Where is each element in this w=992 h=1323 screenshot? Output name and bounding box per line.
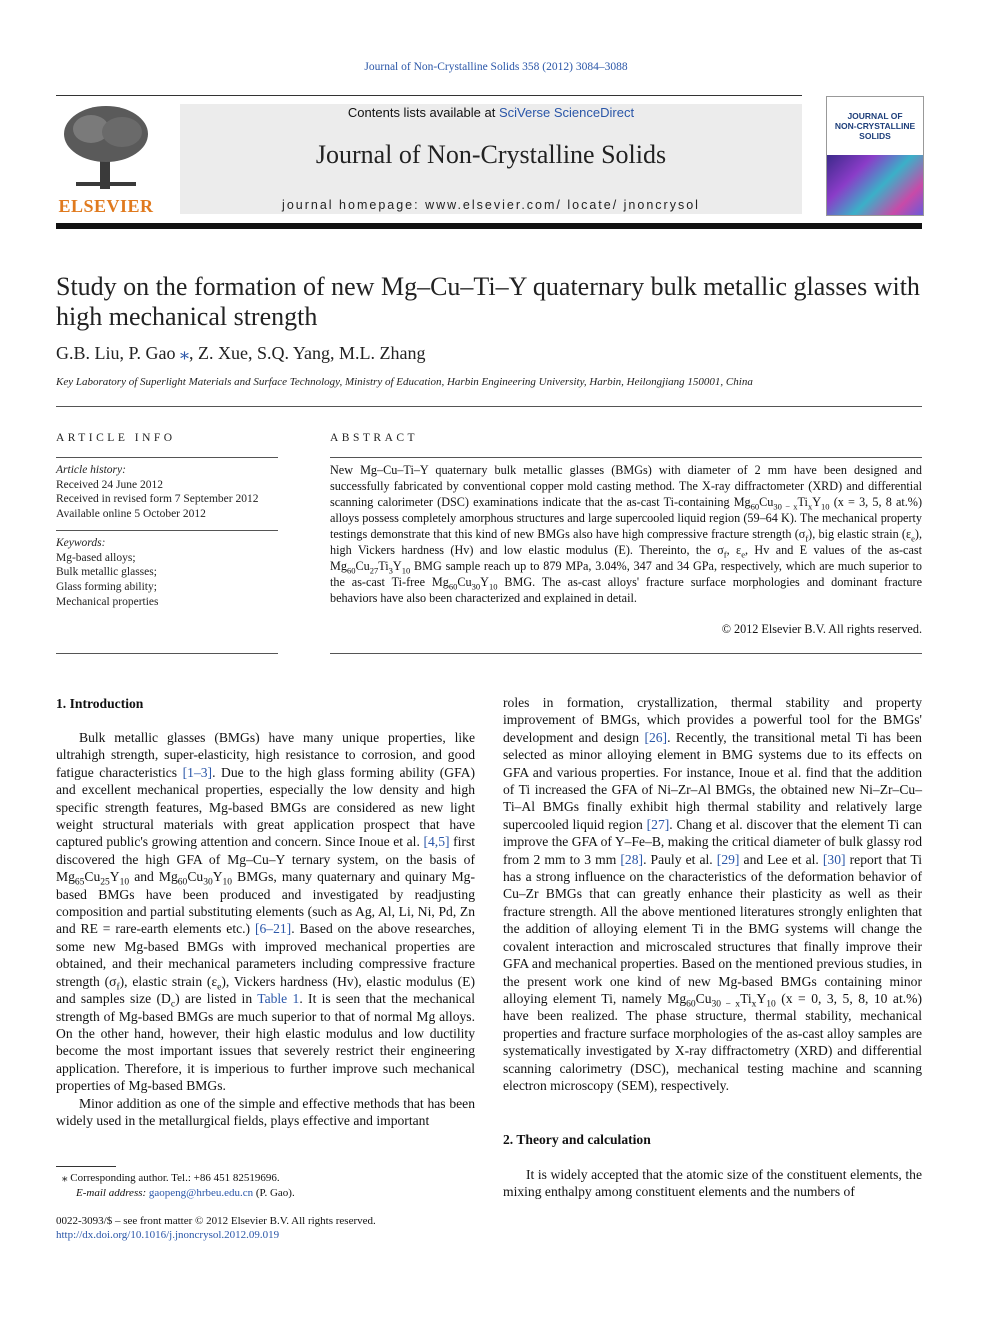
cover-art [827,155,923,215]
cover-title-line2: NON-CRYSTALLINE SOLIDS [834,121,916,141]
issn-line: 0022-3093/$ – see front matter © 2012 Elsevier B.V. All rights reserved. [56,1215,376,1227]
section-heading-theory: 2. Theory and calculation [503,1132,651,1147]
copyright: © 2012 Elsevier B.V. All rights reserved. [721,622,922,636]
theory-body [503,1166,922,1201]
contents-line [180,105,802,120]
ref-link[interactable]: [4,5] [423,834,450,850]
keywords [56,536,278,610]
ref-link[interactable]: [30] [822,851,846,867]
keyword: Mg-based alloys; [56,551,136,564]
ref-link[interactable]: [1–3] [182,764,213,780]
keyword: Bulk metallic glasses; [56,566,157,579]
introduction-body [56,729,475,1129]
ref-link[interactable]: [26] [644,729,668,745]
ref-link[interactable]: [6–21] [254,921,292,937]
header-rule [56,95,802,96]
intro-paragraph-2: Minor addition as one of the simple and effective methods that has been widely used in the metallurgical fields, plays effective and important [56,1095,475,1128]
journal-title: Journal of Non-Crystalline Solids [315,140,667,169]
journal-citation[interactable]: Journal of Non-Crystalline Solids 358 (2012) 3084–3088 [364,61,628,73]
journal-homepage[interactable]: journal homepage: www.elsevier.com/ locate/ jnoncrysol [282,198,700,212]
keywords-label: Keywords: [56,537,106,549]
theory-paragraph-1: It is widely accepted that the atomic size of the constituent elements, the mixing enthalpy among constituent elements and the numbers of [503,1167,922,1200]
title-rule [56,406,922,407]
ref-link[interactable]: [27] [646,816,670,832]
keyword: Mechanical properties [56,595,159,608]
ref-link[interactable]: [28] [620,851,644,867]
history-received: Received 24 June 2012 [56,478,163,491]
journal-cover-image [826,96,924,216]
elsevier-wordmark: ELSEVIER [58,196,154,216]
abstract-rule-bottom [330,653,922,654]
doi-link[interactable]: http://dx.doi.org/10.1016/j.jnoncrysol.2012.09.019 [56,1229,280,1241]
info-rule-3 [56,653,278,654]
email-label: E-mail address: [76,1187,147,1199]
header-thick-rule [56,223,922,229]
authors-rest: , Z. Xue, S.Q. Yang, M.L. Zhang [189,343,426,363]
email-suffix: (P. Gao). [255,1187,295,1199]
sciencedirect-link[interactable]: SciVerse ScienceDirect [498,105,635,120]
intro-paragraph-3: roles in formation, crystallization, thermal stability and property improvement of BMGs, which provides a powerful tool for the BMGs' development and design [26]. Recently, the transitional metal Ti has been selected as minor alloying element in BMG systems due to its effects on GFA and various properties. For instance, Inoue et al. find that the addition of Ti increased the GFA of Ni–Zr–Al BMGs, the obtained new Ni–Zr–Cu–Ti–Al BMGs finally exhibit high thermal stability and relatively large supercooled liquid region [27]. Chang et al. discover that the element Ti can improve the GFA of Y–Fe–B, making the critical diameter of bulk glassy rod from 2 mm to 3 mm [28]. Pauly et al. [29] and Lee et al. [30] report that Ti has a strong influence on the characteristics of the deformation behavior of Cu–Zr BMGs that can greatly enhance their plasticity as well as their fracture strength. All the above mentioned literatures strongly enlighten that the addition of alloying element Ti in the BMG systems will change the covalent interaction and microscaled structures that finally improve their GFA and mechanical properties. Based on the mentioned previous studies, in the present work one kind of new Mg-based BMGs containing minor alloying element Ti, namely $Mg_{60}Cu_{30 - x}Ti_xY_{10}$ (x = 0, 3, 5, 8, 10 at.%) have been realized. The phase structure, thermal stability, mechanical properties and fracture surface morphologies of the as-cast alloy samples are systematically investigated by X-ray diffractometry (XRD) and differential scanning calorimetry (DSC), mechanical testing machine and scanning electron microscopy (SEM), respectively. [503,695,923,1093]
history-label: Article history: [56,464,126,476]
email-link[interactable]: gaopeng@hrbeu.edu.cn [148,1187,254,1199]
cover-title [827,111,923,141]
intro-paragraph-1: Bulk metallic glasses (BMGs) have many unique properties, like ultrahigh strength, super-elasticity, high resistance to corrosion, and good fatigue characteristics [1–3]. Due to the high glass forming ability (GFA) and excellent mechanical properties, especially the low density and high specific strength features, Mg-based BMGs are considered as new light weight structural materials with great application prospect that have captured public's growing attention and concern. Since Inoue et al. [4,5] first discovered the high GFA of Mg–Cu–Y ternary system, on the basis of $Mg_{65}Cu_{25}Y_{10}$ and $Mg_{60}Cu_{30}Y_{10}$ BMGs, many quaternary and quinary Mg-based BMGs have been produced and investigated by readjusting composition and partial substituting elements (such as Ag, Al, Li, Ni, Pd, Zn and RE = rare-earth elements etc.) [6–21]. Based on the above researches, some new Mg-based BMGs with improved mechanical properties are obtained, and their mechanical parameters including compressive fracture strength $(\sigma_f)$, elastic strain $(\varepsilon_e)$, Vickers hardness (Hv), elastic modulus (E) and samples size $(D_c)$ are listed in Table 1. It is seen that the mechanical strength of Mg-based BMGs are much superior to that of normal Mg alloys. On the other hand, however, their high elastic modulus and low ductility become the most important issues that severely restrict their engineering application. Therefore, it is imperious to further improve such mechanical properties of Mg-based BMGs. [56,730,476,1094]
contents-prefix: Contents lists available at [347,105,496,120]
abstract-heading: ABSTRACT [330,432,419,444]
right-column-body [503,694,922,1094]
keyword: Glass forming ability; [56,581,157,594]
author-list [56,343,426,364]
corresponding-author-marker[interactable]: ⁎ [180,343,190,363]
table-link[interactable]: Table 1 [257,991,300,1007]
affiliation: Key Laboratory of Superlight Materials and Surface Technology, Ministry of Education, Harbin Engineering University, Harbin, Heilongjiang 150001, China [56,376,753,388]
article-title: Study on the formation of new Mg–Cu–Ti–Y quaternary bulk metallic glasses with high mechanical strength [56,272,920,331]
abstract-rule-top [330,457,922,458]
article-info-heading: ARTICLE INFO [56,432,176,444]
corresponding-author-note: ⁎ Corresponding author. Tel.: +86 451 82519696. [62,1172,280,1184]
article-history [56,463,278,522]
history-online: Available online 5 October 2012 [56,508,206,521]
abstract-text: New Mg–Cu–Ti–Y quaternary bulk metallic glasses (BMGs) with diameter of 2 mm have been designed and successfully fabricated by conventional copper mold casting method. The X-ray diffractometer (XRD) and differential scanning calorimeter (DSC) examinations indicate that the as-cast Ti-containing $Mg_{60}Cu_{30 - x}Ti_xY_{10}$ (x = 3, 5, 8 at.%) alloys possess completely amorphous structures and large supercooled liquid region (59–64 K). The mechanical property testings demonstrate that this kind of new BMGs also have high compressive fracture strength $(\sigma_f)$, big elastic strain $(\varepsilon_e)$, high Vickers hardness (Hv) and low elastic modulus (E). Thereinto, the $\sigma_f$, $\varepsilon_e$, Hv and E values of the as-cast $Mg_{60}Cu_{27}Ti_3Y_{10}$ BMG sample reach up to 879 MPa, 3.04%, 347 and 34 GPa, respectively, which are much superior to the as-cast Ti-free $Mg_{60}Cu_{30}Y_{10}$ BMG. The as-cast alloys' fracture surface morphologies and dominant fracture behaviors have also been characterized and explained in detail. [330,463,923,605]
email-note [76,1186,295,1200]
section-heading-introduction: 1. Introduction [56,696,144,711]
history-revised: Received in revised form 7 September 2012 [56,493,259,506]
cover-title-line1: JOURNAL OF [847,111,903,121]
authors-first: G.B. Liu, P. Gao [56,343,176,363]
info-rule-2 [56,530,278,531]
ref-link[interactable]: [29] [716,851,740,867]
footnote-rule [56,1166,116,1167]
info-rule-1 [56,457,278,458]
